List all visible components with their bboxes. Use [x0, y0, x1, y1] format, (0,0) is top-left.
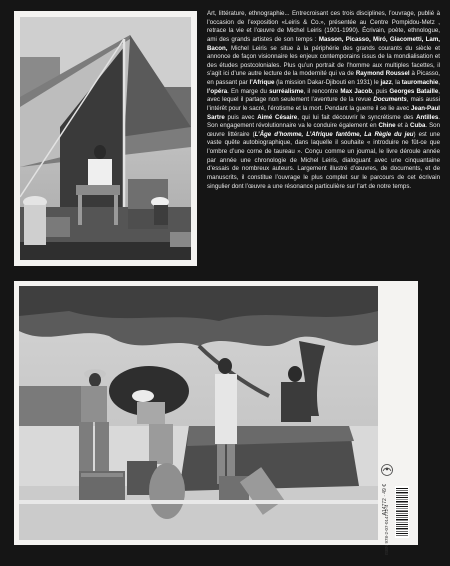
- text-emphasis-artists: Masson, Picasso, Miró, Giacometti, Lam, Bacon,: [207, 35, 440, 52]
- text-run: Art, littérature, ethnographie... Entrecroisant ces trois disciplines, l’ouvrage, publié à l’occasion de l’exposition «Leiris & Co.», présentée au Centre Pompidou-Metz , retrace la vie et l’œuvre de Michel Leiris (1901-1990). Écrivain, poète, ethnologue, ami des grands artistes de son temps :: [207, 10, 440, 43]
- text-emphasis-documents: Documents: [373, 96, 407, 104]
- barcode-icon: [395, 486, 409, 538]
- text-emphasis-bataille: Georges Bataille: [389, 87, 439, 95]
- text-emphasis-cuba: Cuba: [410, 122, 426, 130]
- text-run: ,: [438, 79, 440, 86]
- text-run: , avec lequel il partage non seulement l’aventure de la revue: [207, 87, 441, 104]
- publisher-logo-icon: [380, 463, 394, 477]
- text-run: . En marge du: [227, 87, 270, 95]
- text-run: , puis: [372, 87, 390, 95]
- text-emphasis-chine: Chine: [378, 122, 396, 130]
- text-run: Michel Leiris se situe à la périphérie des grands courants du siècle et annonce de façon visionnaire les enjeux contemporains issus de la mondialisation et des études postcoloniales. Plus qu’un portrait de l’homme aux multiples facettes, il s’agit ici d’une autre lecture de la modernité qui va de: [207, 44, 440, 78]
- fieldwork-photo-image: [19, 286, 378, 540]
- text-run: ) est une vaste quête autobiographique, dans laquelle il souhaite « introduire ne fût-ce que l’ombre d’une corne de taureau ». Conçu comme un journal, le livre déroule année par année une chronologie de Michel Leiris, dialoguant avec une cinquantaine d’essais de nombreux auteurs. Largement illustré d’œuvres, de documents, et de manuscrits, il constitue l’ouvrage le plus complet sur le parcours de cet écrivain singulier dont l’œuvre a une résonance particulière sur l’art de notre temps.: [207, 130, 440, 190]
- text-emphasis-cesaire: Aimé Césaire: [257, 113, 298, 121]
- text-emphasis-opera: l’opéra: [207, 87, 228, 95]
- text-emphasis-roussel: Raymond Roussel: [355, 70, 410, 78]
- photo-fieldwork: [14, 281, 418, 545]
- text-emphasis-surrealisme: surréalisme: [269, 87, 304, 95]
- description-paragraph: [207, 10, 440, 191]
- tent-photo-image: [20, 17, 191, 260]
- photo-tent: [14, 11, 197, 266]
- text-run: puis avec: [224, 113, 258, 121]
- text-emphasis-jazz: jazz: [380, 79, 392, 86]
- back-cover-text: [207, 10, 440, 272]
- text-emphasis-antilles: Antilles: [416, 113, 439, 121]
- text-emphasis-tauromachie: tauromachie: [401, 79, 439, 86]
- text-run: (la mission Dakar-Djibouti en 1931) le: [274, 79, 381, 86]
- isbn-label: ISBN 978-2-07-014772-4: [384, 505, 389, 556]
- text-run: , la: [391, 79, 402, 86]
- text-emphasis-sartre: Jean-Paul Sartre: [207, 104, 440, 121]
- text-run: à Picasso, en passant par: [207, 70, 440, 86]
- text-run: . Son engagement révolutionnaire va le conduire également en: [207, 113, 440, 130]
- text-run: , il rencontre: [303, 87, 341, 95]
- text-emphasis-jacob: Max Jacob: [340, 87, 373, 95]
- text-run: , qui lui fait découvrir le syncrétisme des: [297, 113, 417, 121]
- text-emphasis-afrique: l’Afrique: [249, 79, 275, 86]
- text-emphasis-works: L’Âge d’homme, L’Afrique fantôme, La Règle du jeu: [254, 130, 414, 138]
- text-run: . Son œuvre littéraire (: [207, 122, 440, 138]
- text-run: , mais aussi l’intérêt pour le sacré, l’érotisme et la mort. Pendant la guerre il se lie avec: [207, 96, 440, 112]
- price-label: A14772 · 49 €: [382, 484, 388, 516]
- text-run: et à: [395, 122, 411, 130]
